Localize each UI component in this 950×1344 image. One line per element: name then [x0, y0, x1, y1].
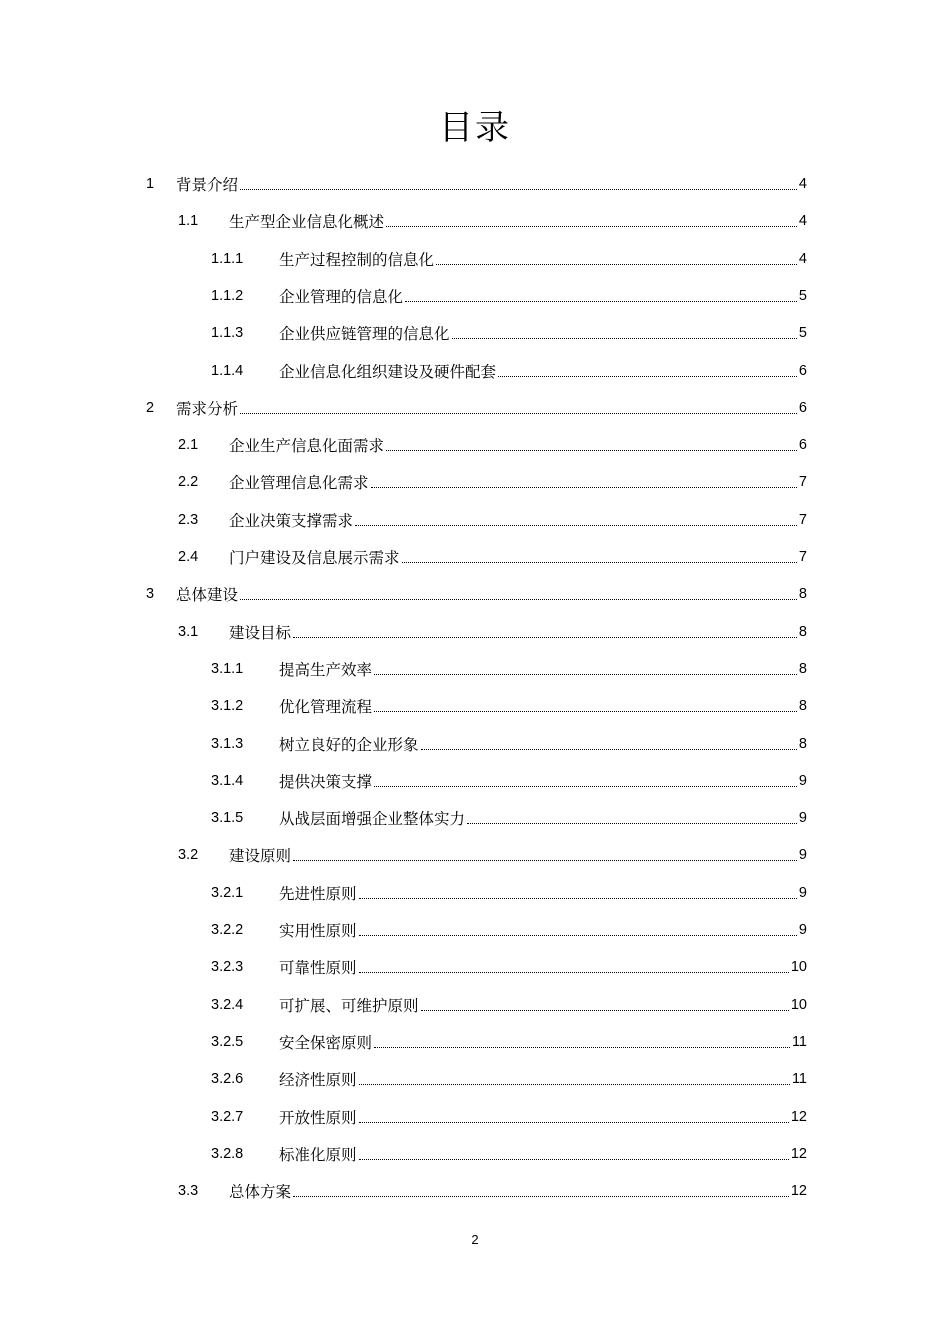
- toc-entry-page: 9: [798, 847, 807, 864]
- toc-entry-number: 2.4: [178, 549, 199, 565]
- toc-dot-leader: [467, 822, 797, 824]
- toc-entry-label: 经济性原则: [279, 1071, 357, 1090]
- toc-entry-label: 企业管理的信息化: [279, 287, 404, 306]
- toc-entry[interactable]: [211, 763, 807, 799]
- toc-entry-page: 7: [798, 549, 807, 565]
- page-title: 目录: [439, 108, 511, 148]
- toc-entry-number: 1.1.2: [211, 287, 244, 304]
- toc-entry-number: 2.3: [178, 511, 199, 528]
- toc-entry-number: 2.2: [178, 474, 199, 491]
- toc-entry-number: 3.2.7: [211, 1108, 244, 1125]
- toc-entry-number: 2.1: [178, 437, 199, 454]
- toc-dot-leader: [371, 486, 797, 488]
- toc-entry[interactable]: [178, 837, 807, 873]
- toc-entry-label: 从战层面增强企业整体实力: [279, 810, 466, 829]
- toc-entry-number: 3.2: [178, 847, 199, 864]
- toc-entry-label: 建设目标: [229, 623, 292, 642]
- toc-entry[interactable]: [211, 315, 807, 351]
- toc-entry-label: 先进性原则: [279, 884, 357, 903]
- toc-dot-leader: [293, 636, 797, 638]
- toc-entry[interactable]: [178, 502, 807, 538]
- toc-entry[interactable]: [211, 1061, 807, 1097]
- toc-entry-page: 9: [798, 922, 807, 938]
- toc-entry-page: 8: [798, 586, 807, 603]
- toc-dot-leader: [498, 375, 797, 377]
- toc-dot-leader: [402, 561, 797, 563]
- toc-entry-number: 2: [146, 399, 155, 416]
- toc-entry-label: 总体方案: [229, 1183, 292, 1202]
- toc-entry-page: 4: [798, 250, 807, 267]
- toc-entry-number: 3.2.6: [211, 1071, 244, 1088]
- toc-entry[interactable]: [211, 651, 807, 687]
- toc-entry[interactable]: [211, 912, 807, 948]
- toc-entry-label: 开放性原则: [279, 1108, 357, 1127]
- toc-entry-label: 建设原则: [229, 847, 292, 866]
- toc-dot-leader: [240, 598, 797, 600]
- toc-entry[interactable]: [178, 203, 807, 239]
- toc-dot-leader: [421, 1009, 789, 1011]
- toc-entry[interactable]: [146, 390, 807, 426]
- toc-entry-number: 3.2.2: [211, 922, 244, 938]
- toc-entry-number: 3.3: [178, 1183, 199, 1200]
- toc-entry[interactable]: [146, 576, 807, 612]
- toc-dot-leader: [374, 710, 797, 712]
- toc-entry-label: 企业生产信息化面需求: [229, 437, 385, 456]
- toc-entry-label: 企业供应链管理的信息化: [279, 325, 450, 344]
- toc-entry-label: 标准化原则: [279, 1145, 357, 1164]
- toc-entry-label: 需求分析: [176, 399, 239, 418]
- toc-entry[interactable]: [178, 539, 807, 575]
- toc-entry-number: 3.1.2: [211, 698, 244, 715]
- toc-entry-label: 树立良好的企业形象: [279, 735, 419, 754]
- toc-entry-label: 企业决策支撑需求: [229, 511, 354, 530]
- toc-entry-page: 5: [798, 287, 807, 304]
- toc-dot-leader: [359, 971, 789, 973]
- toc-dot-leader: [374, 1046, 790, 1048]
- toc-entry-page: 11: [791, 1033, 807, 1050]
- toc-entry-label: 可扩展、可维护原则: [279, 996, 419, 1015]
- toc-entry[interactable]: [211, 1024, 807, 1060]
- toc-dot-leader: [293, 859, 797, 861]
- toc-entry-page: 9: [798, 884, 807, 901]
- toc-entry-label: 安全保密原则: [279, 1033, 373, 1052]
- toc-dot-leader: [405, 300, 797, 302]
- toc-entry[interactable]: [211, 1099, 807, 1135]
- toc-entry-number: 3.2.5: [211, 1033, 244, 1050]
- toc-dot-leader: [452, 337, 797, 339]
- toc-entry-page: 8: [798, 698, 807, 715]
- toc-entry-page: 10: [790, 959, 807, 976]
- toc-entry[interactable]: [211, 987, 807, 1023]
- toc-entry-page: 9: [798, 772, 807, 789]
- toc-dot-leader: [374, 785, 797, 787]
- toc-entry-label: 提供决策支撑: [279, 772, 373, 791]
- toc-entry-number: 1.1.3: [211, 325, 244, 342]
- toc-dot-leader: [359, 1121, 789, 1123]
- toc-entry[interactable]: [146, 166, 807, 202]
- toc-dot-leader: [355, 524, 797, 526]
- toc-entry[interactable]: [211, 241, 807, 277]
- toc-entry-page: 12: [790, 1183, 807, 1200]
- toc-dot-leader: [374, 673, 797, 675]
- toc-entry-page: 7: [798, 511, 807, 528]
- toc-entry-label: 背景介绍: [176, 176, 239, 194]
- toc-entry-page: 12: [790, 1145, 807, 1162]
- toc-entry[interactable]: [211, 726, 807, 762]
- toc-entry-number: 3.1.1: [211, 660, 244, 677]
- page-number: 2: [471, 1232, 479, 1247]
- toc-dot-leader: [359, 934, 797, 936]
- toc-entry-label: 生产过程控制的信息化: [279, 250, 435, 269]
- toc-entry-number: 3.1.3: [211, 735, 244, 752]
- toc-entry-label: 可靠性原则: [279, 959, 357, 978]
- toc-dot-leader: [293, 1195, 789, 1197]
- toc-entry-label: 提高生产效率: [279, 660, 373, 679]
- toc-entry-number: 3.2.1: [211, 884, 244, 901]
- toc-entry[interactable]: [178, 1173, 807, 1209]
- toc-dot-leader: [386, 449, 797, 451]
- toc-entry-page: 12: [790, 1108, 807, 1125]
- toc-entry-label: 总体建设: [176, 586, 239, 605]
- toc-entry-number: 3.1.4: [211, 772, 244, 789]
- toc-entry-page: 6: [798, 362, 807, 379]
- toc-entry[interactable]: [178, 614, 807, 650]
- toc-entry[interactable]: [178, 427, 807, 463]
- toc-entry-number: 1.1.1: [211, 250, 244, 267]
- toc-entry-page: 4: [798, 176, 807, 192]
- toc-entry-number: 1: [146, 176, 155, 192]
- toc-entry-number: 3.2.8: [211, 1145, 244, 1162]
- toc-entry-page: 7: [798, 474, 807, 491]
- toc-entry-label: 实用性原则: [279, 922, 357, 940]
- toc-entry[interactable]: [211, 1136, 807, 1172]
- toc-entry-label: 优化管理流程: [279, 698, 373, 717]
- toc-entry-page: 10: [790, 996, 807, 1013]
- toc-entry[interactable]: [211, 875, 807, 911]
- toc-entry-page: 11: [791, 1071, 807, 1088]
- toc-entry[interactable]: [211, 278, 807, 314]
- toc-entry-page: 8: [798, 660, 807, 677]
- toc-entry[interactable]: [211, 353, 807, 389]
- toc-dot-leader: [240, 188, 797, 190]
- toc-dot-leader: [359, 1158, 789, 1160]
- toc-dot-leader: [359, 897, 797, 899]
- toc-dot-leader: [386, 225, 797, 227]
- toc-entry-label: 生产型企业信息化概述: [229, 213, 385, 232]
- toc-entry-page: 6: [798, 399, 807, 416]
- toc-entry-page: 8: [798, 623, 807, 640]
- toc-entry-number: 3.2.4: [211, 996, 244, 1013]
- toc-entry-page: 6: [798, 437, 807, 454]
- toc-entry-page: 9: [798, 810, 807, 827]
- toc-entry-number: 3.1: [178, 623, 199, 640]
- toc-entry-number: 3.2.3: [211, 959, 244, 976]
- toc-entry-label: 企业信息化组织建设及硬件配套: [279, 362, 497, 381]
- toc-entry-label: 门户建设及信息展示需求: [229, 549, 400, 567]
- toc-dot-leader: [359, 1083, 790, 1085]
- toc-entry[interactable]: [211, 800, 807, 836]
- toc-dot-leader: [240, 412, 797, 414]
- toc-dot-leader: [421, 748, 797, 750]
- toc-entry[interactable]: [211, 949, 807, 985]
- toc-entry[interactable]: [211, 688, 807, 724]
- toc-entry-page: 8: [798, 735, 807, 752]
- toc-entry-label: 企业管理信息化需求: [229, 474, 369, 493]
- toc-entry-number: 1.1.4: [211, 362, 244, 379]
- toc-entry-number: 1.1: [178, 213, 199, 230]
- toc-entry-number: 3: [146, 586, 155, 603]
- toc-entry-page: 5: [798, 325, 807, 342]
- toc-entry-page: 4: [798, 213, 807, 230]
- toc-dot-leader: [436, 263, 797, 265]
- toc-entry-number: 3.1.5: [211, 810, 244, 827]
- toc-entry[interactable]: [178, 464, 807, 500]
